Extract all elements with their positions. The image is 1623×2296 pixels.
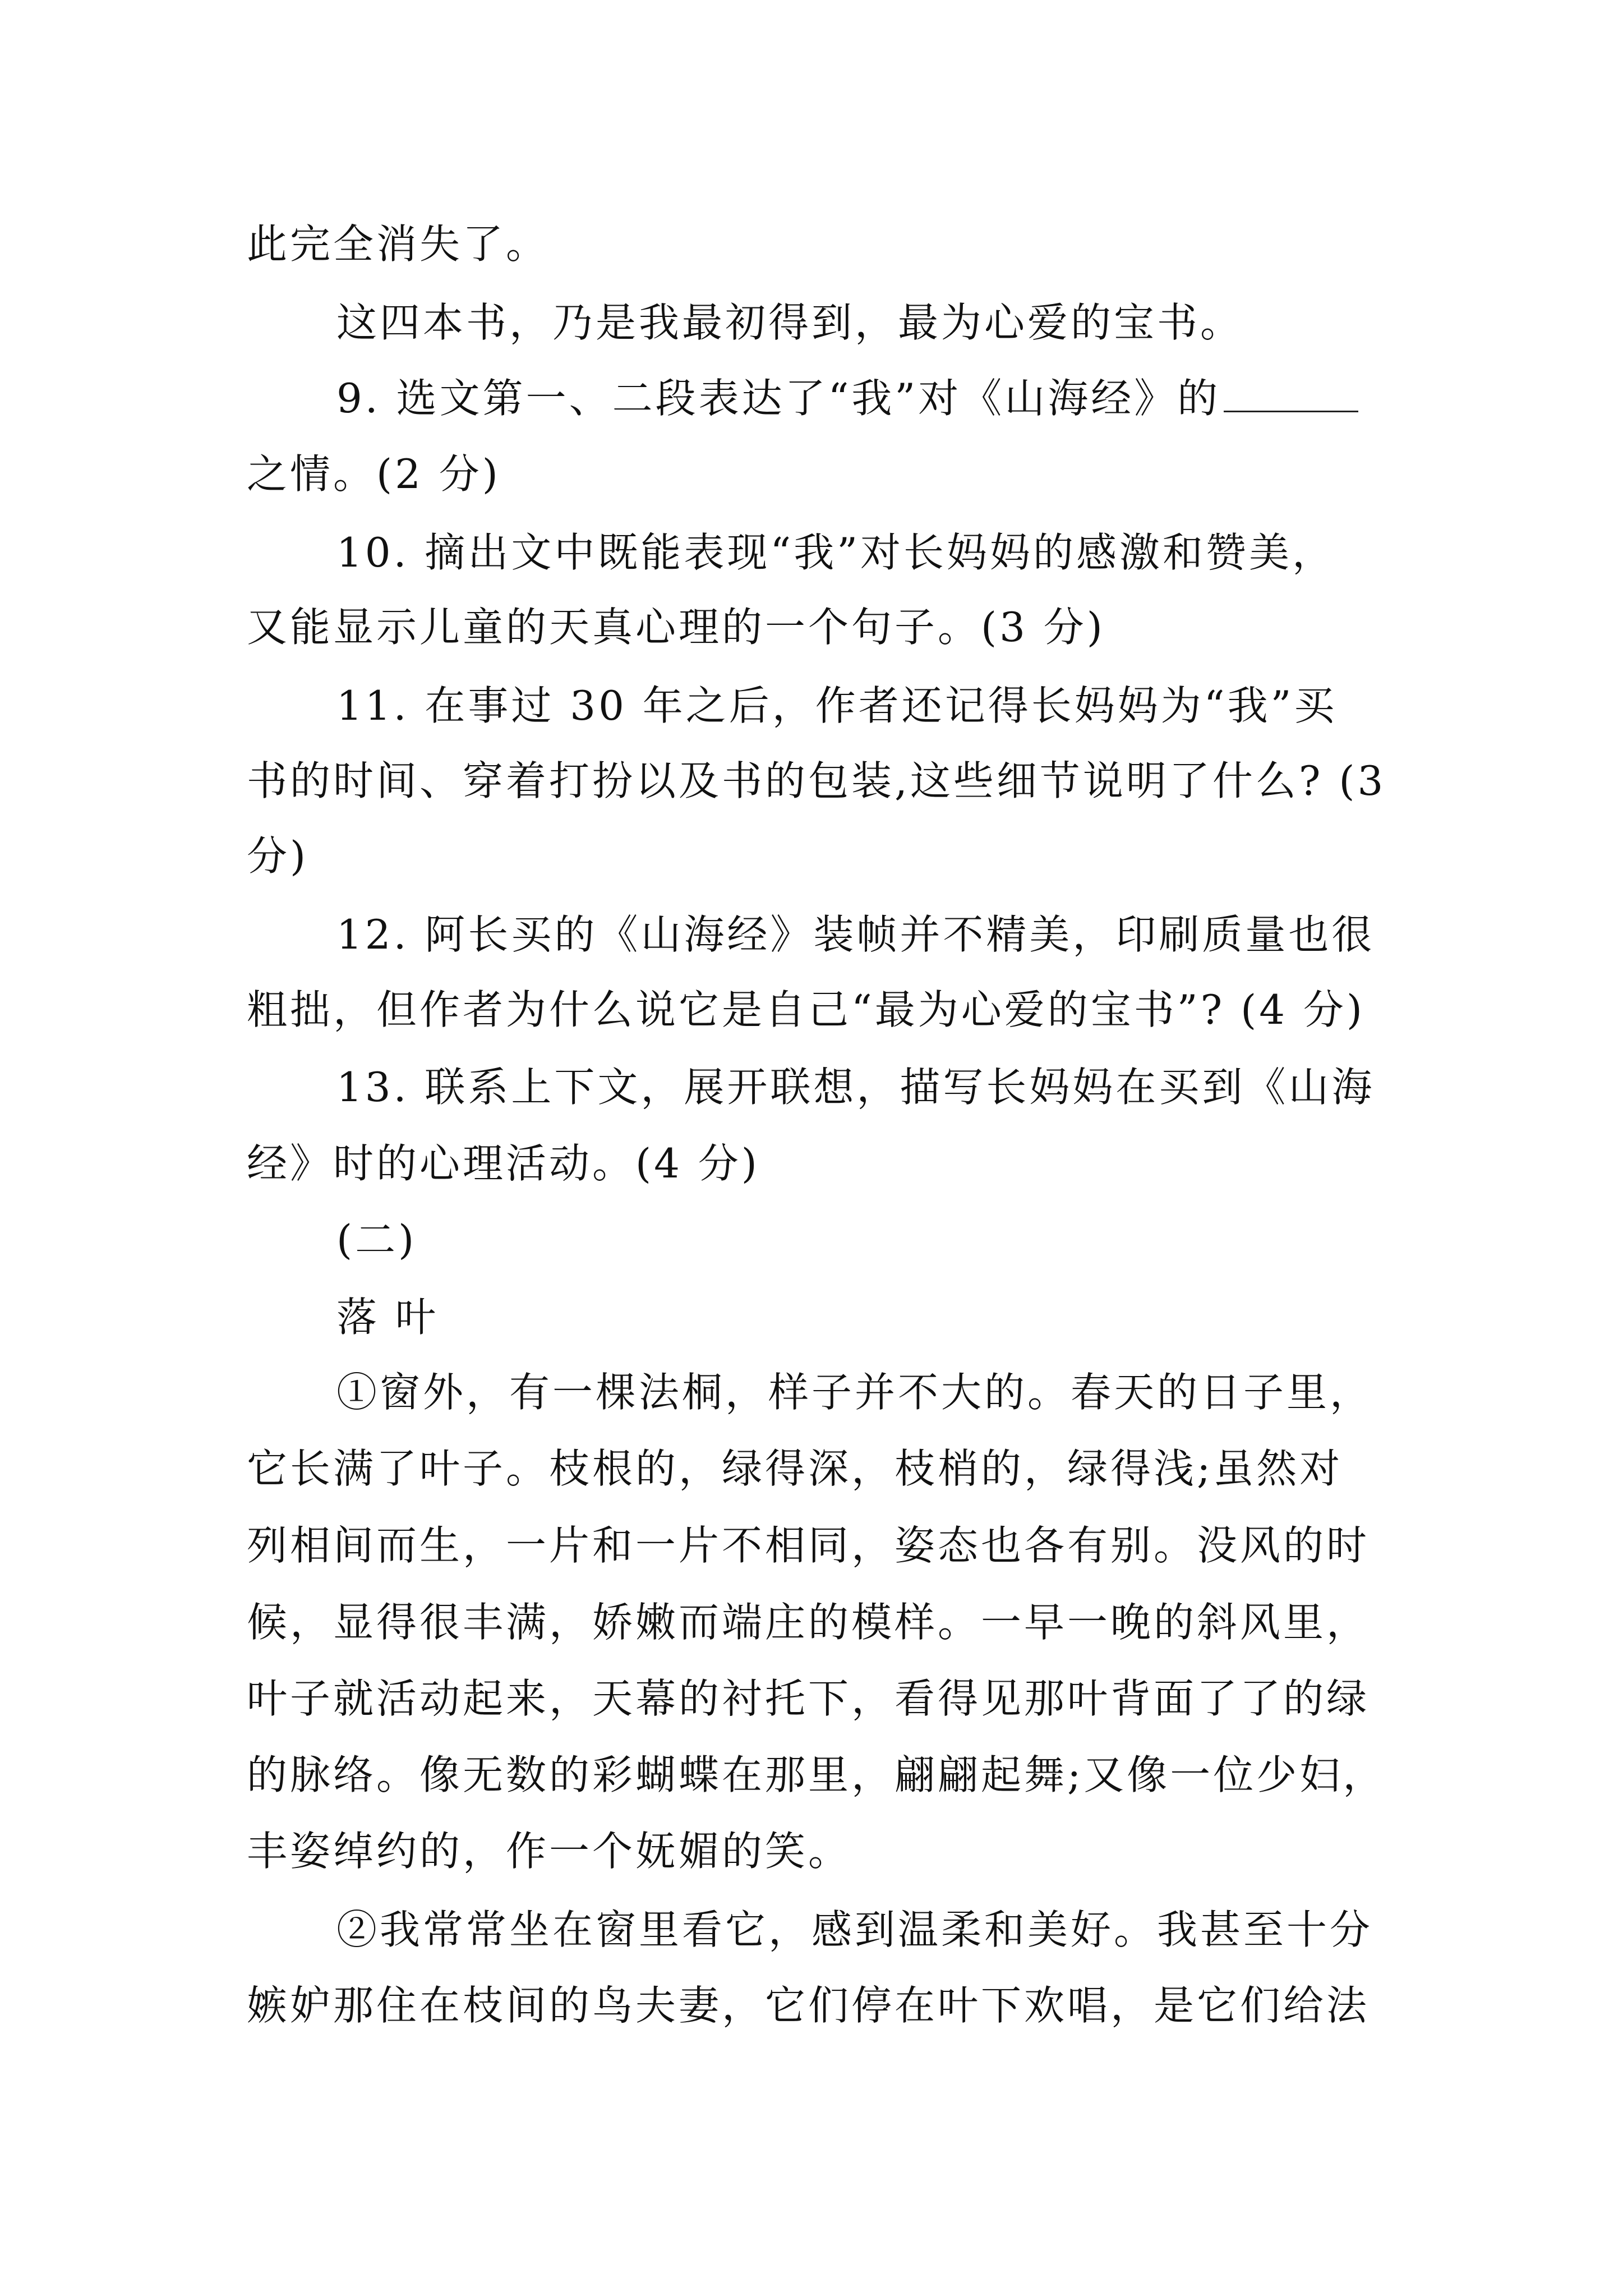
question-10-continued: 又能显示儿童的天真心理的一个句子。(3 分) <box>247 604 1105 651</box>
paragraph-1-line: 的脉络。像无数的彩蝴蝶在那里，翩翩起舞;又像一位少妇， <box>247 1751 1386 1798</box>
question-12-continued: 粗拙，但作者为什么说它是自己“最为心爱的宝书”? (4 分) <box>247 986 1365 1033</box>
paragraph-1-line: 叶子就活动起来，天幕的衬托下，看得见那叶背面了了的绿 <box>247 1675 1370 1722</box>
answer-blank <box>1224 371 1358 412</box>
paragraph-1-line: 丰姿绰约的，作一个妩媚的笑。 <box>247 1828 852 1875</box>
paragraph-1-line: 列相间而生，一片和一片不相同，姿态也各有别。没风的时 <box>247 1522 1370 1569</box>
paragraph-1-line: 候，显得很丰满，娇嫩而端庄的模样。一早一晚的斜风里， <box>247 1599 1370 1646</box>
question-9 <box>336 370 1396 426</box>
question-10: 10. 摘出文中既能表现“我”对长妈妈的感激和赞美， <box>336 529 1336 576</box>
question-9-text: 9. 选文第一、二段表达了“我”对《山海经》的 <box>336 375 1221 422</box>
question-13: 13. 联系上下文，展开联想，描写长妈妈在买到《山海 <box>336 1064 1375 1111</box>
text-line-end-of-paragraph: 此完全消失了。 <box>247 220 550 268</box>
question-11-continued-2: 分) <box>247 832 309 880</box>
paragraph-2-line: ②我常常坐在窗里看它，感到温柔和美好。我甚至十分 <box>336 1906 1373 1953</box>
question-9-continued: 之情。(2 分) <box>247 450 501 498</box>
section-number: (二) <box>336 1216 417 1263</box>
question-11: 11. 在事过 30 年之后，作者还记得长妈妈为“我”买 <box>336 682 1338 729</box>
paragraph-2-line: 嫉妒那住在枝间的鸟夫妻，它们停在叶下欢唱，是它们给法 <box>247 1982 1370 2029</box>
question-12: 12. 阿长买的《山海经》装帧并不精美，印刷质量也很 <box>336 911 1375 958</box>
paragraph-1-line: 它长满了叶子。枝根的，绿得深，枝梢的，绿得浅;虽然对 <box>247 1445 1343 1492</box>
question-11-continued: 书的时间、穿着打扮以及书的包装,这些细节说明了什么? (3 <box>247 757 1386 804</box>
text-line-paragraph: 这四本书，乃是我最初得到，最为心爱的宝书。 <box>336 299 1244 346</box>
paragraph-1-line: ①窗外，有一棵法桐，样子并不大的。春天的日子里， <box>336 1369 1373 1416</box>
article-title: 落 叶 <box>336 1294 439 1341</box>
question-13-continued: 经》时的心理活动。(4 分) <box>247 1140 760 1187</box>
